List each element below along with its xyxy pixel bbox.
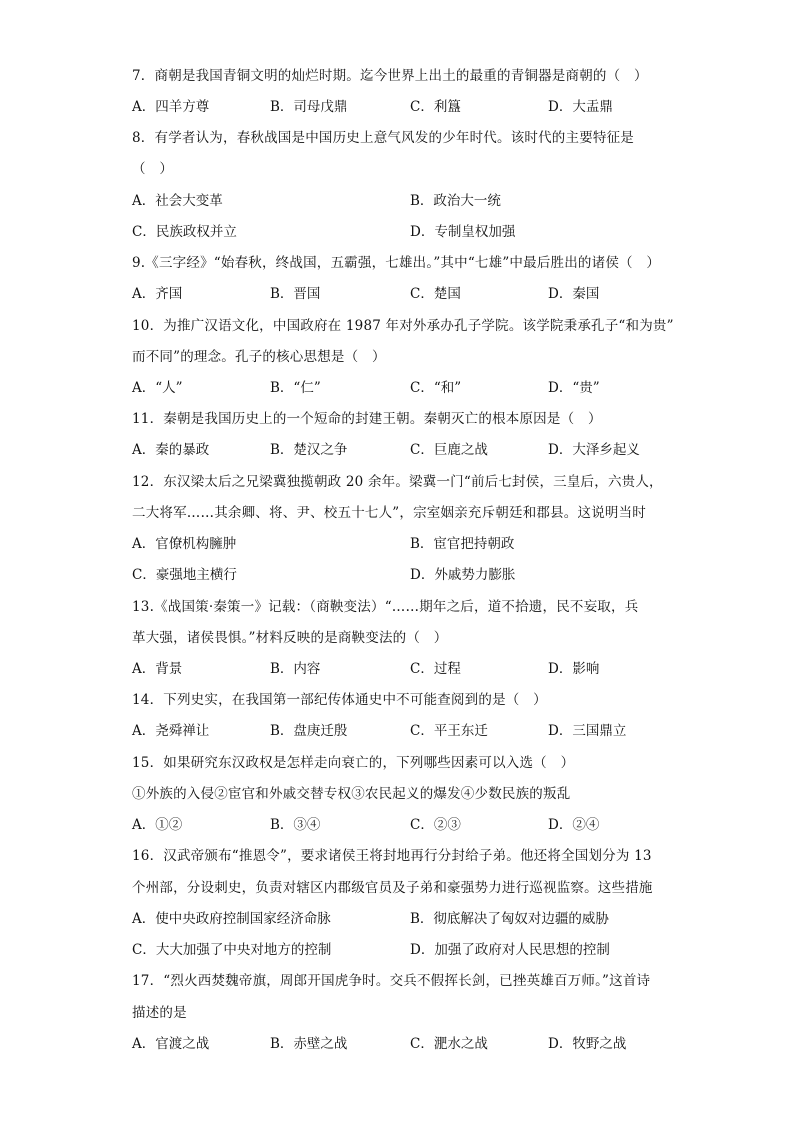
question-8-option-d: D．专制皇权加强 bbox=[410, 224, 516, 240]
question-15-option-b: B．③④ bbox=[270, 817, 321, 833]
question-12-stem-line-1: 12．东汉梁太后之兄梁冀独揽朝政 20 余年。梁冀一门“前后七封侯，三皇后，六贵人， bbox=[132, 474, 663, 490]
question-14-option-a: A．尧舜禅让 bbox=[132, 723, 210, 739]
question-7-option-a: A．四羊方尊 bbox=[132, 99, 210, 115]
question-17-option-c: C．淝水之战 bbox=[410, 1036, 488, 1052]
question-9-option-a: A．齐国 bbox=[132, 286, 183, 302]
question-17-stem-line-1: 17．“烈火西焚魏帝旗，周郎开国虎争时。交兵不假挥长剑，已挫英雄百万师。”这首诗 bbox=[132, 973, 651, 989]
question-16-stem-line-1: 16．汉武帝颁布“推恩令”，要求诸侯王将封地再行分封给子弟。他还将全国划分为 13 bbox=[132, 848, 652, 864]
question-17-stem-line-2: 描述的是 bbox=[132, 1005, 187, 1021]
question-8-stem-line-1: 8．有学者认为，春秋战国是中国历史上意气风发的少年时代。该时代的主要特征是 bbox=[132, 130, 634, 146]
question-16-option-c: C．大大加强了中央对地方的控制 bbox=[132, 942, 332, 958]
question-8-stem-line-2: （ ） bbox=[132, 161, 174, 177]
question-13-option-a: A．背景 bbox=[132, 661, 183, 677]
question-15-stem-line-1: 15．如果研究东汉政权是怎样走向衰亡的，下列哪些因素可以入选（ ） bbox=[132, 755, 575, 771]
question-14-option-d: D．三国鼎立 bbox=[548, 723, 627, 739]
question-7-option-c: C．利簋 bbox=[410, 99, 461, 115]
question-7-option-b: B．司母戊鼎 bbox=[270, 99, 348, 115]
question-15-option-a: A．①② bbox=[132, 817, 183, 833]
question-10-stem-line-1: 10．为推广汉语文化，中国政府在 1987 年对外承办孔子学院。该学院秉承孔子“和为贵” bbox=[132, 318, 674, 334]
question-9-option-d: D．秦国 bbox=[548, 286, 600, 302]
question-13-stem-line-2: 革大强，诸侯畏惧。”材料反映的是商鞅变法的（ ） bbox=[132, 630, 448, 646]
question-10-option-d: D．“贵” bbox=[548, 380, 600, 396]
question-12-option-c: C．豪强地主横行 bbox=[132, 567, 237, 583]
question-9-option-b: B．晋国 bbox=[270, 286, 321, 302]
question-9-stem: 9.《三字经》“始春秋，终战国，五霸强，七雄出。”其中“七雄”中最后胜出的诸侯（ ） bbox=[132, 255, 661, 271]
question-13-option-b: B．内容 bbox=[270, 661, 321, 677]
question-13-option-c: C．过程 bbox=[410, 661, 461, 677]
question-17-option-d: D．牧野之战 bbox=[548, 1036, 627, 1052]
question-12-option-b: B．宦官把持朝政 bbox=[410, 536, 515, 552]
question-14-stem: 14．下列史实，在我国第一部纪传体通史中不可能查阅到的是（ ） bbox=[132, 692, 547, 708]
question-9-option-c: C．楚国 bbox=[410, 286, 461, 302]
question-16-option-a: A．使中央政府控制国家经济命脉 bbox=[132, 911, 331, 927]
question-8-option-c: C．民族政权并立 bbox=[132, 224, 237, 240]
question-10-option-b: B．“仁” bbox=[270, 380, 321, 396]
question-8-option-a: A．社会大变革 bbox=[132, 193, 223, 209]
question-8-option-b: B．政治大一统 bbox=[410, 193, 501, 209]
question-11-option-d: D．大泽乡起义 bbox=[548, 442, 640, 458]
question-11-option-b: B．楚汉之争 bbox=[270, 442, 348, 458]
question-12-option-d: D．外戚势力膨胀 bbox=[410, 567, 516, 583]
question-12-stem-line-2: 二大将军……其余卿、将、尹、校五十七人”，宗室姻亲充斥朝廷和郡县。这说明当时 bbox=[132, 505, 647, 521]
question-12-option-a: A．官僚机构臃肿 bbox=[132, 536, 237, 552]
question-11-option-c: C．巨鹿之战 bbox=[410, 442, 488, 458]
question-11-option-a: A．秦的暴政 bbox=[132, 442, 210, 458]
question-15-option-d: D．②④ bbox=[548, 817, 600, 833]
question-10-stem-line-2: 而不同”的理念。孔子的核心思想是（ ） bbox=[132, 349, 386, 365]
question-13-option-d: D．影响 bbox=[548, 661, 600, 677]
question-13-stem-line-1: 13.《战国策·秦策一》记载：（商鞅变法）“……期年之后，道不拾遗，民不妄取，兵 bbox=[132, 599, 639, 615]
question-7-stem: 7．商朝是我国青铜文明的灿烂时期。迄今世界上出土的最重的青铜器是商朝的（ ） bbox=[132, 68, 648, 84]
question-11-stem: 11．秦朝是我国历史上的一个短命的封建王朝。秦朝灭亡的根本原因是（ ） bbox=[132, 411, 602, 427]
question-15-option-c: C．②③ bbox=[410, 817, 461, 833]
question-7-option-d: D．大盂鼎 bbox=[548, 99, 613, 115]
question-17-option-a: A．官渡之战 bbox=[132, 1036, 210, 1052]
question-14-option-b: B．盘庚迁殷 bbox=[270, 723, 348, 739]
question-16-option-b: B．彻底解决了匈奴对边疆的威胁 bbox=[410, 911, 609, 927]
question-16-option-d: D．加强了政府对人民思想的控制 bbox=[410, 942, 610, 958]
question-14-option-c: C．平王东迁 bbox=[410, 723, 488, 739]
question-10-option-a: A．“人” bbox=[132, 380, 183, 396]
question-16-stem-line-2: 个州部，分设刺史，负责对辖区内郡级官员及子弟和豪强势力进行巡视监察。这些措施 bbox=[132, 880, 653, 896]
question-17-option-b: B．赤壁之战 bbox=[270, 1036, 348, 1052]
question-10-option-c: C．“和” bbox=[410, 380, 462, 396]
question-15-stem-line-2: ①外族的入侵②宦官和外戚交替专权③农民起义的爆发④少数民族的叛乱 bbox=[132, 786, 571, 802]
